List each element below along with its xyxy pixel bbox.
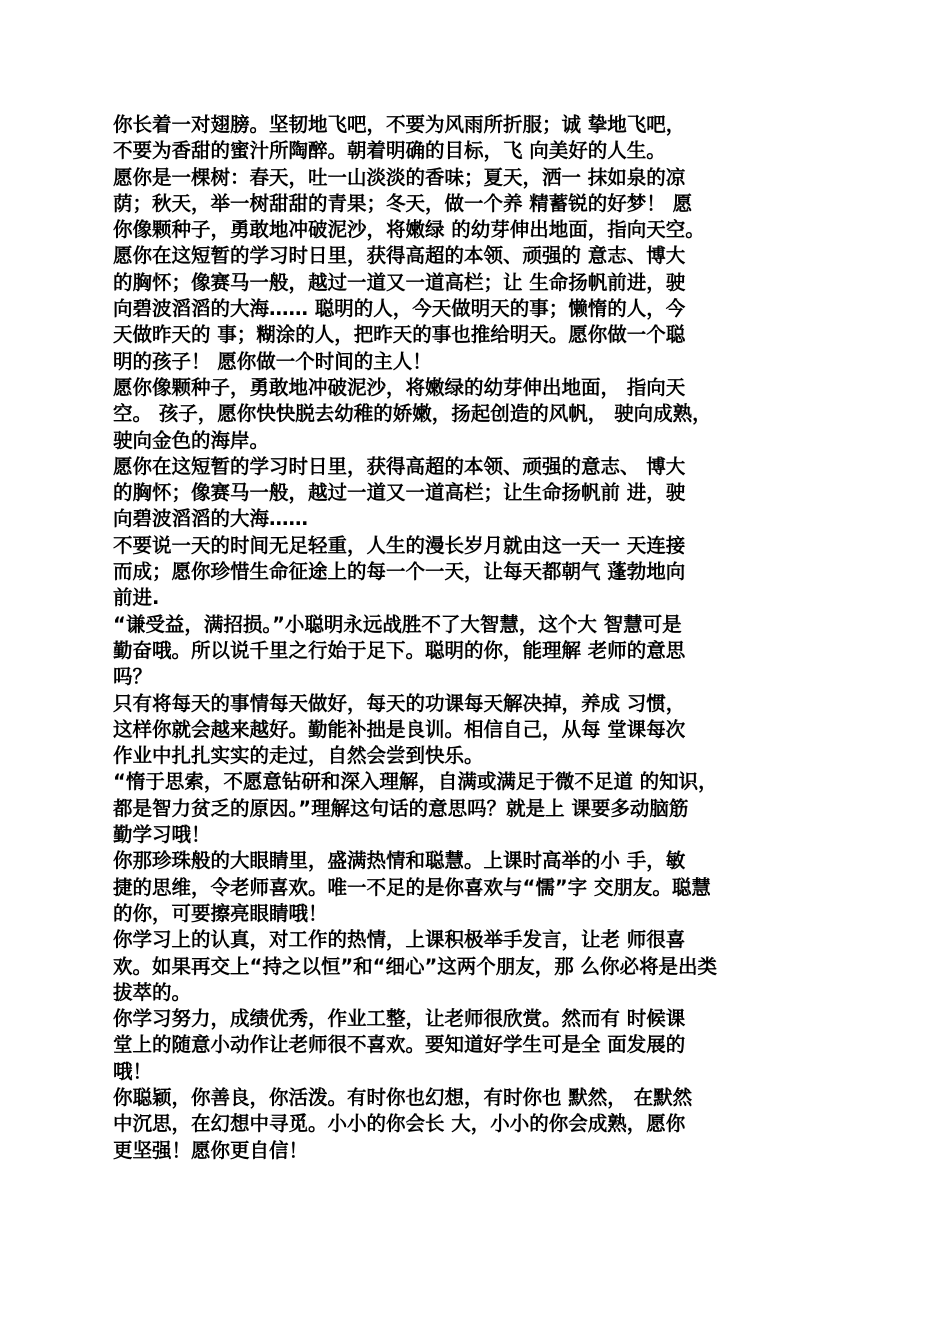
text-line: 愿你在这短暂的学习时日里，获得高超的本领、顽强的 意志、博大 — [113, 244, 686, 268]
text-line: 的你，可要擦亮眼睛哦！ — [113, 901, 328, 925]
paragraph — [113, 454, 848, 533]
paragraph — [113, 533, 848, 612]
text-line: 拔萃的。 — [113, 980, 192, 1004]
paragraph — [113, 375, 848, 454]
paragraph — [113, 1006, 848, 1085]
text-line: 愿你像颗种子，勇敢地冲破泥沙，将嫩绿的幼芽伸出地面， 指向天 — [113, 375, 686, 399]
paragraph — [113, 165, 848, 244]
text-line: “惰于思索，不愿意钻研和深入理解，自满或满足于微不足道 的知识， — [113, 770, 718, 794]
text-line: 向碧波滔滔的大海…… — [113, 507, 309, 531]
text-line: 你像颗种子，勇敢地冲破泥沙，将嫩绿 的幼芽伸出地面，指向天空。 — [113, 218, 705, 242]
text-line: 勤学习哦！ — [113, 823, 211, 847]
text-line: 前进. — [113, 586, 160, 610]
paragraph — [113, 848, 848, 927]
text-line: 明的孩子！ 愿你做一个时间的主人！ — [113, 349, 432, 373]
text-line: 而成；愿你珍惜生命征途上的每一个一天，让每天都朝气 蓬勃地向 — [113, 560, 686, 584]
text-line: 你学习努力，成绩优秀，作业工整，让老师很欣赏。然而有 时候课 — [113, 1007, 686, 1031]
text-line: 天做昨天的 事；糊涂的人，把昨天的事也推给明天。愿你做一个聪 — [113, 323, 686, 347]
text-line: 作业中扎扎实实的走过，自然会尝到快乐。 — [113, 744, 484, 768]
text-line: 愿你在这短暂的学习时日里，获得高超的本领、顽强的意志、 博大 — [113, 454, 686, 478]
text-line: 你聪颖，你善良，你活泼。有时你也幻想，有时你也 默然， 在默然 — [113, 1085, 693, 1109]
text-line: 更坚强！愿你更自信！ — [113, 1138, 309, 1162]
text-line: 不要说一天的时间无足轻重，人生的漫长岁月就由这一天一 天连接 — [113, 533, 686, 557]
paragraph — [113, 612, 848, 691]
text-line: 荫；秋天，举一树甜甜的青果；冬天，做一个养 精蓄锐的好梦！ 愿 — [113, 191, 693, 215]
text-line: 都是智力贫乏的原因。”理解这句话的意思吗？就是上 课要多动脑筋 — [113, 796, 689, 820]
text-line: 捷的思维，令老师喜欢。唯一不足的是你喜欢与“懦”字 交朋友。聪慧 — [113, 875, 711, 899]
text-line: 空。 孩子，愿你快快脱去幼稚的娇嫩，扬起创造的风帆， 驶向成熟， — [113, 402, 712, 426]
text-line: 的胸怀；像赛马一般，越过一道又一道高栏；让 生命扬帆前进，驶 — [113, 270, 686, 294]
text-line: 勤奋哦。所以说千里之行始于足下。聪明的你，能理解 老师的意思 — [113, 638, 686, 662]
paragraph — [113, 1085, 848, 1164]
text-line: 欢。如果再交上“持之以恒”和“细心”这两个朋友，那 么你必将是出类 — [113, 954, 718, 978]
text-line: 你那珍珠般的大眼睛里，盛满热情和聪慧。上课时高举的小 手，敏 — [113, 849, 686, 873]
text-line: 愿你是一棵树：春天，吐一山淡淡的香味；夏天，洒一 抹如泉的凉 — [113, 165, 686, 189]
text-line: 只有将每天的事情每天做好，每天的功课每天解决掉，养成 习惯， — [113, 691, 686, 715]
text-line: 哦！ — [113, 1059, 153, 1083]
text-line: 这样你就会越来越好。勤能补拙是良训。相信自己，从每 堂课每次 — [113, 717, 686, 741]
paragraph — [113, 769, 848, 848]
text-line: 你学习上的认真，对工作的热情，上课积极举手发言，让老 师很喜 — [113, 928, 686, 952]
text-line: “谦受益，满招损。”小聪明永远战胜不了大智慧，这个大 智慧可是 — [113, 612, 682, 636]
document-page — [113, 112, 848, 1164]
text-line: 驶向金色的海岸。 — [113, 428, 270, 452]
paragraph — [113, 243, 848, 374]
paragraph — [113, 927, 848, 1006]
text-line: 吗？ — [113, 665, 153, 689]
text-line: 堂上的随意小动作让老师很不喜欢。要知道好学生可是全 面发展的 — [113, 1033, 686, 1057]
paragraph — [113, 112, 848, 165]
text-line: 不要为香甜的蜜汁所陶醉。朝着明确的目标，飞 向美好的人生。 — [113, 139, 666, 163]
paragraph — [113, 691, 848, 770]
text-line: 中沉思，在幻想中寻觅。小小的你会长 大，小小的你会成熟，愿你 — [113, 1112, 686, 1136]
text-line: 向碧波滔滔的大海…… 聪明的人，今天做明天的事；懒惰的人，今 — [113, 297, 686, 321]
text-line: 你长着一对翅膀。坚韧地飞吧，不要为风雨所折服；诚 挚地飞吧， — [113, 113, 686, 136]
text-line: 的胸怀；像赛马一般，越过一道又一道高栏；让生命扬帆前 进，驶 — [113, 481, 686, 505]
